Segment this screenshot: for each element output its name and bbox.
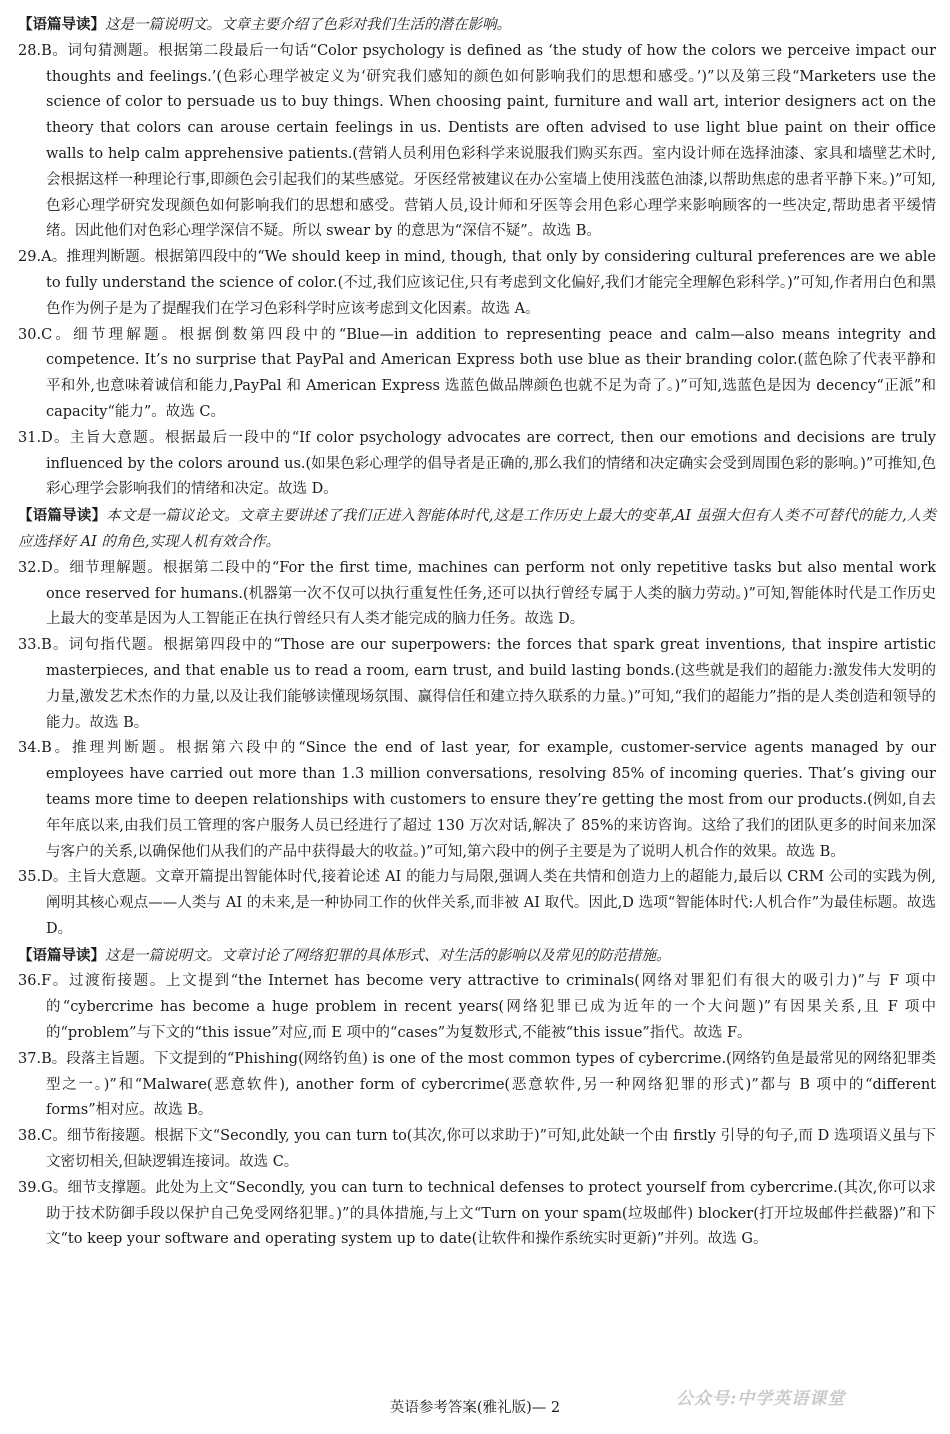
answer-item [18, 323, 936, 426]
answer-text: B。词句指代题。根据第四段中的“Those are our superpowers: the forces that spark great inventions, that inspire artistic masterpieces, and that enable us to read a room, earn trust, and build lasting bonds.(这些就是我们的超能力:激发伟大发明的力量,激发艺术杰作的力量,以及让我们能够读懂现场氛围、赢得信任和建立持久联系的力量。)”可知,“我们的超能力”指的是人类创造和领导的能力。故选 B。 [41, 637, 936, 731]
question-number: 35. [18, 869, 42, 886]
answer-text: F。过渡衔接题。上文提到“the Internet has become very attractive to criminals(网络对罪犯们有很大的吸引力)”与 F 项中的“cybercrime has become a huge problem in recent years(网络犯罪已成为近年的一个大问题)”有因果关系,且 F 项中的“problem”与下文的“this issue”对应,而 E 项中的“cases”为复数形式,不能被“this issue”指代。故选 F。 [41, 973, 936, 1042]
answer-text: C。细节理解题。根据倒数第四段中的“Blue—in addition to representing peace and calm—also means integrity and competence. It’s no surprise that PayPal and American Express both use blue as their branding color.(蓝色除了代表平静和平和外,也意味着诚信和能力,PayPal 和 American Express 选蓝色做品牌颜色也就不足为奇了。)”可知,选蓝色是因为 decency“正派”和 capacity“能力”。故选 C。 [41, 326, 936, 420]
answer-item [18, 1047, 936, 1124]
answer-text: G。细节支撑题。此处为上文“Secondly, you can turn to technical defenses to protect yourself from cybercrime.(其次,你可以求助于技术防御手段以保护自己免受网络犯罪。)”的具体措施,与上文“Turn on your spam(垃圾邮件) blocker(打开垃圾邮件拦截器)”和下文“to keep your software and operating system up to date(让软件和操作系统实时更新)”并列。故选 G。 [41, 1179, 936, 1248]
guide-tag: 【语篇导读】 [18, 507, 107, 525]
question-number: 33. [18, 637, 42, 654]
answer-text: B。词句猜测题。根据第二段最后一句话“Color psychology is defined as ‘the study of how the colors we perceive impact our thoughts and feelings.’(色彩心理学被定义为‘研究我们感知的颜色如何影响我们的思想和感受。’)”以及第三段“Marketers use the science of color to persuade us to buy things. When choosing paint, furniture and wall art, interior designers act on the theory that colors can arouse certain feelings in us. Dentists are often advised to use light blue paint on their office walls to help calm apprehensive patients.(营销人员利用色彩科学来说服我们购买东西。室内设计师在选择油漆、家具和墙壁艺术时,会根据这样一种理论行事,即颜色会引起我们的某些感觉。牙医经常被建议在办公室墙上使用浅蓝色油漆,以帮助焦虑的患者平静下来。)”可知,色彩心理学研究发现颜色如何影响我们的思想和感受。营销人员,设计师和牙医等会用色彩心理学来影响顾客的一些决定,帮助患者平缓情绪。因此他们对色彩心理学深信不疑。所以 swear by 的意思为“深信不疑”。故选 B。 [41, 42, 936, 240]
answer-item [18, 633, 936, 736]
answer-item [18, 39, 936, 245]
guide-text: 本文是一篇议论文。文章主要讲述了我们正进入智能体时代,这是工作历史上最大的变革,AI 虽强大但有人类不可替代的能力,人类应选择好 AI 的角色,实现人机有效合作。 [18, 508, 936, 550]
answer-item [18, 556, 936, 633]
question-number: 39. [18, 1179, 42, 1196]
answer-item [18, 1124, 936, 1176]
question-number: 32. [18, 559, 42, 576]
question-number: 34. [18, 740, 42, 757]
guide-tag: 【语篇导读】 [18, 16, 105, 33]
question-number: 38. [18, 1128, 42, 1145]
answer-text: A。推理判断题。根据第四段中的“We should keep in mind, though, that only by considering cultural preferences are we able to fully understand the science of color.(不过,我们应该记住,只有考虑到文化偏好,我们才能完全理解色彩科学。)”可知,作者用白色和黑色作为例子是为了提醒我们在学习色彩科学时应该考虑到文化因素。故选 A。 [41, 249, 936, 317]
question-number: 37. [18, 1050, 42, 1067]
answer-item [18, 969, 936, 1046]
guide-text: 这是一篇说明文。文章讨论了网络犯罪的具体形式、对生活的影响以及常见的防范措施。 [105, 947, 671, 964]
answer-text: D。主旨大意题。文章开篇提出智能体时代,接着论述 AI 的能力与局限,强调人类在共情和创造力上的超能力,最后以 CRM 公司的实践为例,阐明其核心观点——人类与 AI 的未来,是一种协同工作的伙伴关系,而非被 AI 取代。因此,D 选项“智能体时代:人机合作”为最佳标题。故选 D。 [41, 869, 936, 937]
answer-text: C。细节衔接题。根据下文“Secondly, you can turn to(其次,你可以求助于)”可知,此处缺一个由 firstly 引导的句子,而 D 选项语义虽与下文密切相关,但缺逻辑连接词。故选 C。 [41, 1128, 936, 1171]
answer-text: D。主旨大意题。根据最后一段中的“If color psychology advocates are correct, then our emotions and decisions are truly influenced by the colors around us.(如果色彩心理学的倡导者是正确的,那么我们的情绪和决定确实会受到周围色彩的影响。)”可推知,色彩心理学会影响我们的情绪和决定。故选 D。 [41, 429, 936, 498]
answer-document [18, 12, 936, 1253]
question-number: 30. [18, 326, 42, 343]
answer-item [18, 245, 936, 322]
question-number: 29. [18, 249, 42, 266]
page-footer: 英语参考答案(雅礼版)— 2 [389, 1400, 561, 1416]
answer-text: D。细节理解题。根据第二段中的“For the first time, machines can perform not only repetitive tasks but also mental work once reserved for humans.(机器第一次不仅可以执行重复性任务,还可以执行曾经专属于人类的脑力劳动。)”可知,智能体时代是工作历史上最大的变革是因为人工智能正在执行曾经只有人类才能完成的脑力任务。故选 D。 [41, 559, 936, 628]
answer-text: B。段落主旨题。下文提到的“Phishing(网络钓鱼) is one of the most common types of cybercrime.(网络钓鱼是最常见的网络犯罪类型之一。)”和“Malware(恶意软件), another form of cybercrime(恶意软件,另一种网络犯罪的形式)”都与 B 项中的“different forms”相对应。故选 B。 [41, 1050, 936, 1119]
answer-item [18, 736, 936, 865]
section-guide [18, 12, 936, 39]
section-guide [18, 503, 936, 556]
answer-item [18, 1176, 936, 1253]
watermark: 公众号:中学英语课堂 [676, 1389, 846, 1409]
answer-text: B。推理判断题。根据第六段中的“Since the end of last year, for example, customer-service agents managed by our employees have carried out more than 1.3 million conversations, resolving 85% of incoming queries. That’s giving our teams more time to deepen relationships with customers to ensure they’re getting the most from our products.(例如,自去年年底以来,由我们员工管理的客户服务人员已经进行了超过 130 万次对话,解决了 85%的来访咨询。这给了我们的团队更多的时间来加深与客户的关系,以确保他们从我们的产品中获得最大的收益。)”可知,第六段中的例子主要是为了说明人机合作的效果。故选 B。 [41, 740, 936, 860]
guide-tag: 【语篇导读】 [18, 946, 105, 964]
question-number: 31. [18, 429, 42, 446]
answer-item [18, 865, 936, 942]
question-number: 36. [18, 973, 42, 990]
answer-item [18, 426, 936, 503]
question-number: 28. [18, 42, 42, 59]
section-guide [18, 943, 936, 970]
guide-text: 这是一篇说明文。文章主要介绍了色彩对我们生活的潜在影响。 [105, 17, 511, 33]
